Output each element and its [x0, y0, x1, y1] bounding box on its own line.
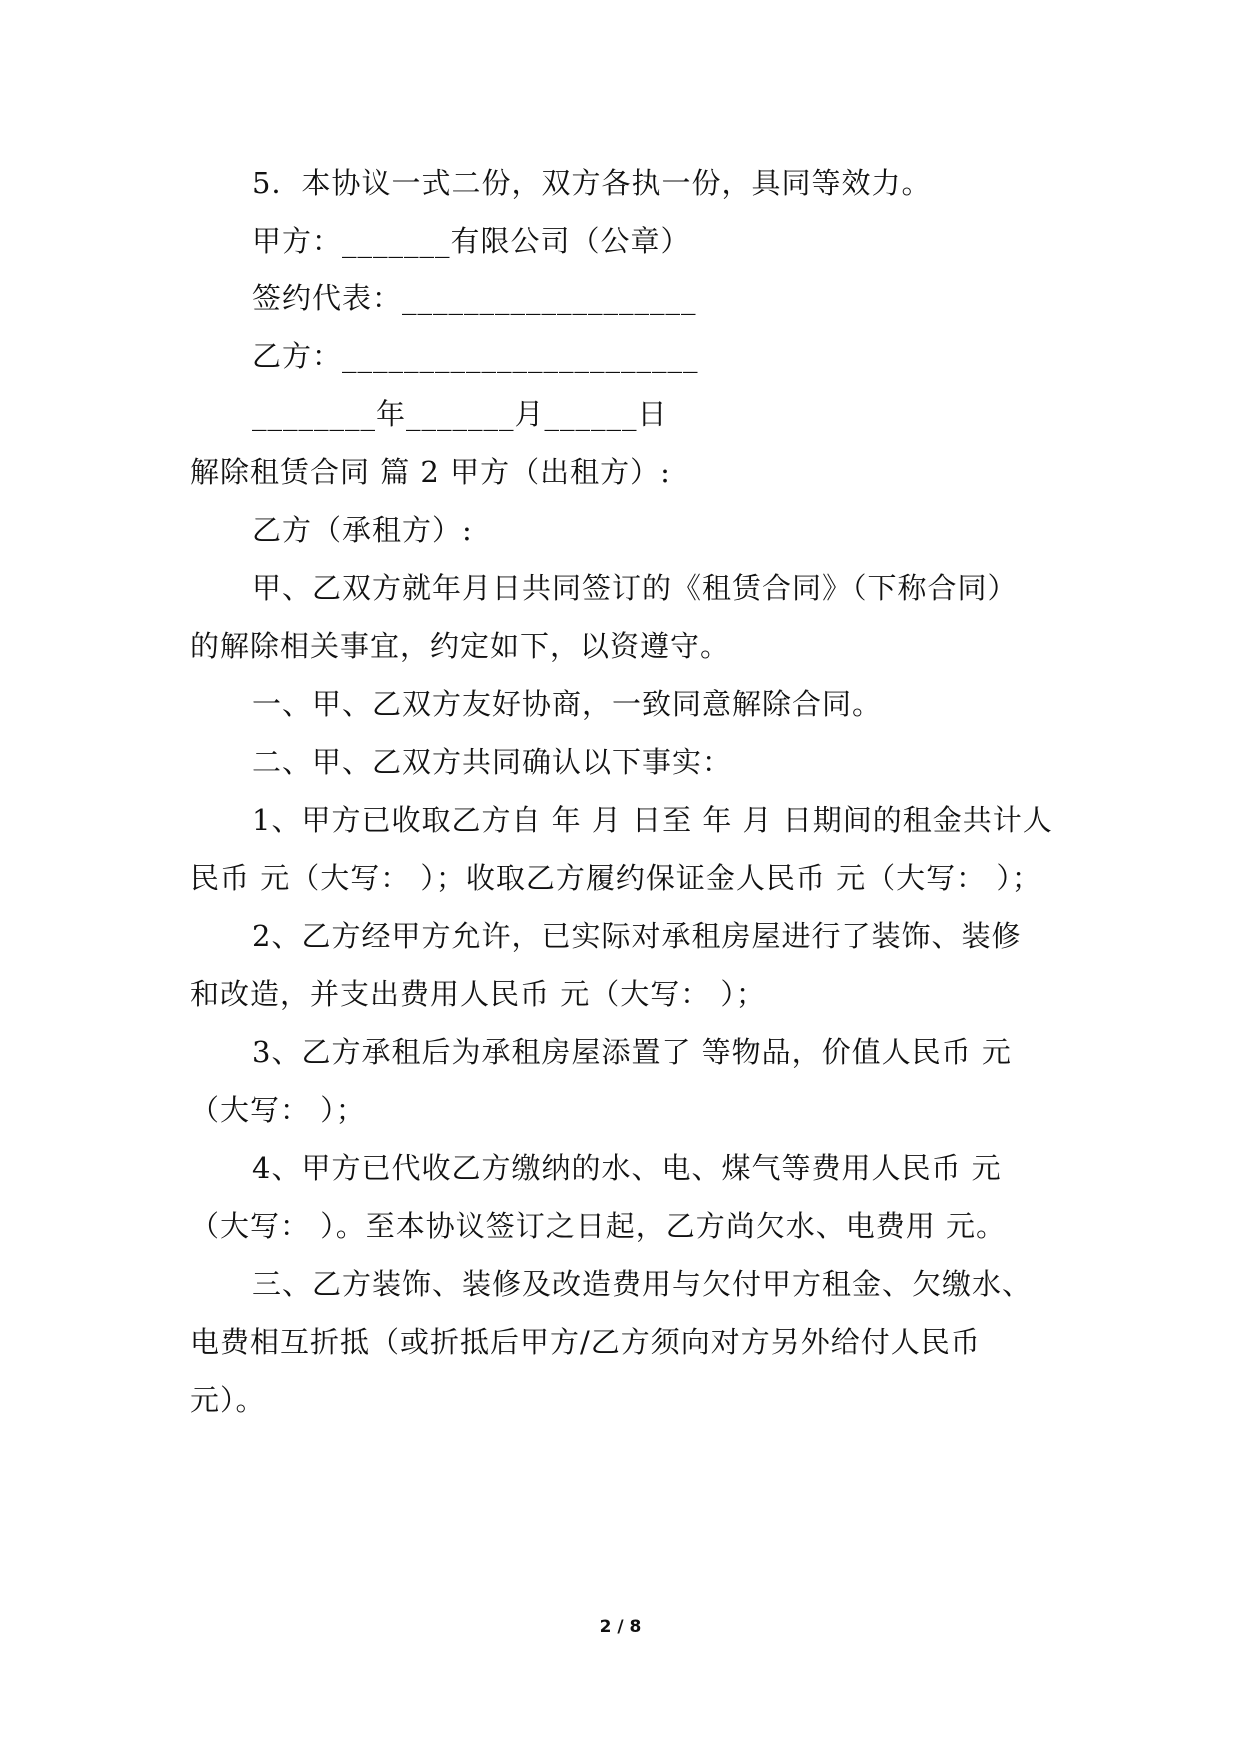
fact-1-line-2: 民币 元（大写： ）；收取乙方履约保证金人民币 元（大写： ）；: [190, 861, 1042, 895]
fact-2-line-2: 和改造，并支出费用人民币 元（大写： ）；: [190, 977, 766, 1011]
section-title-part-2: 解除租赁合同 篇 2 甲方（出租方）:: [190, 455, 671, 489]
article-3-line-3: 元）。: [190, 1383, 266, 1417]
fact-4-line-1: 4、甲方已代收乙方缴纳的水、电、煤气等费用人民币 元: [252, 1151, 1002, 1185]
article-3-line-1: 三、乙方装饰、装修及改造费用与欠付甲方租金、欠缴水、: [252, 1267, 1033, 1301]
article-3-line-2: 电费相互折抵（或折抵后甲方/乙方须向对方另外给付人民币: [190, 1325, 981, 1359]
party-b-signature: 乙方：_______________________: [252, 339, 699, 373]
page-number: 2 / 8: [599, 1617, 642, 1637]
fact-4-line-2: （大写： ）。至本协议签订之日起，乙方尚欠水、电费用 元。: [190, 1209, 1006, 1243]
party-a-company-seal: 甲方：_______有限公司（公章）: [252, 224, 691, 258]
fact-2-line-1: 2、乙方经甲方允许，已实际对承租房屋进行了装饰、装修: [252, 919, 1022, 953]
fact-3-line-1: 3、乙方承租后为承租房屋添置了 等物品，价值人民币 元: [252, 1035, 1012, 1069]
fact-3-line-2: （大写： ）；: [190, 1093, 366, 1127]
article-1: 一、甲、乙双方友好协商，一致同意解除合同。: [252, 687, 883, 721]
party-b-lessee: 乙方（承租方）:: [252, 513, 473, 547]
signing-date: ________年_______月______日: [252, 397, 668, 431]
article-2-heading: 二、甲、乙双方共同确认以下事实：: [252, 745, 733, 779]
preamble-line-1: 甲、乙双方就年月日共同签订的《租赁合同》（下称合同）: [252, 571, 1018, 605]
preamble-line-2: 的解除相关事宜，约定如下，以资遵守。: [190, 629, 731, 663]
fact-1-line-1: 1、甲方已收取乙方自 年 月 日至 年 月 日期间的租金共计人: [252, 803, 1053, 837]
signing-representative: 签约代表：___________________: [252, 281, 697, 315]
clause-5-copies: 5．本协议一式二份，双方各执一份，具同等效力。: [252, 166, 932, 200]
